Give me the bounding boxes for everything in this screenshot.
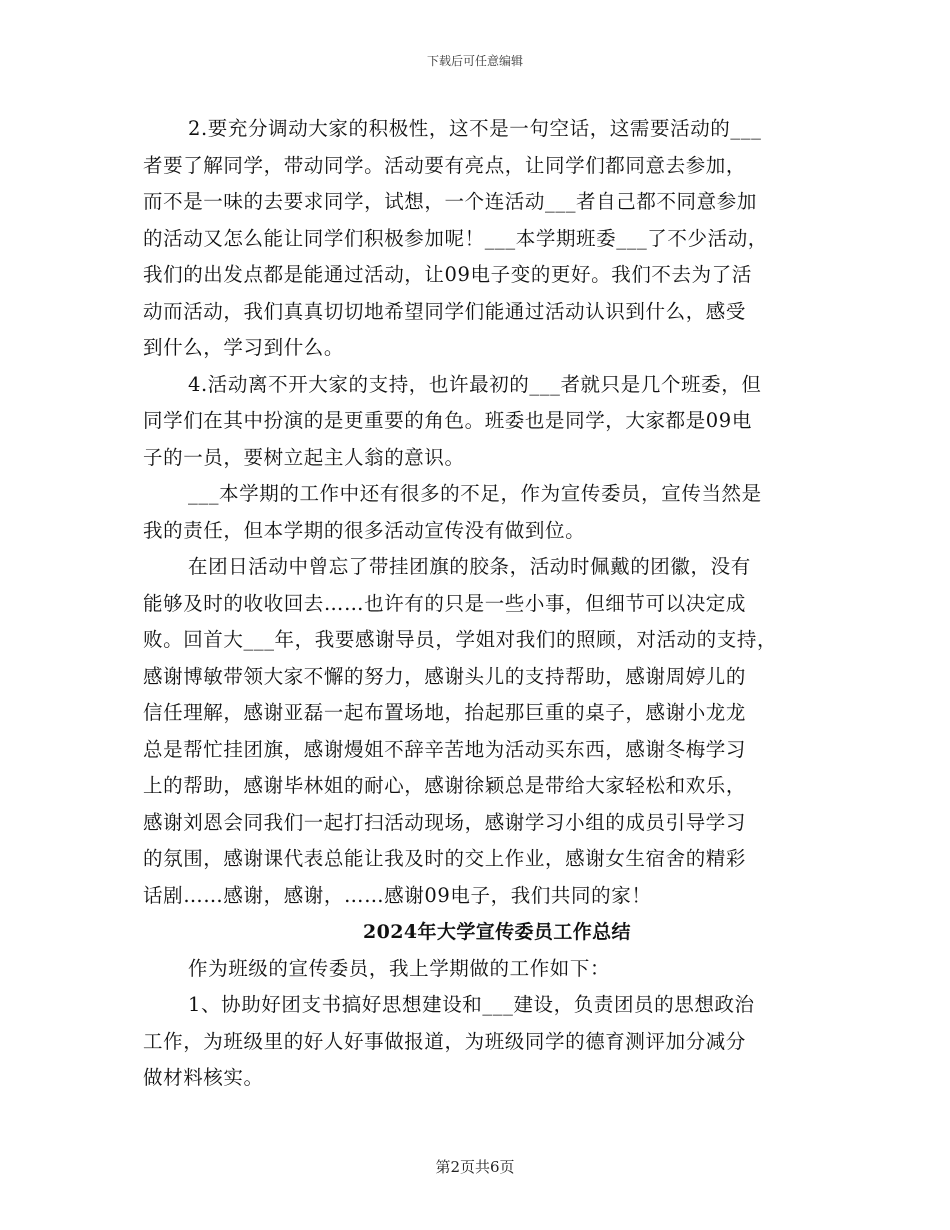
- paragraph-line: 2.要充分调动大家的积极性，这不是一句空话，这需要活动的___: [188, 117, 762, 140]
- paragraph-line: 感谢刘恩会同我们一起打扫活动现场，感谢学习小组的成员引导学习: [143, 810, 747, 834]
- paragraph-line: 的活动又怎么能让同学们积极参加呢！___本学期班委___了不少活动，: [143, 226, 768, 250]
- paragraph-line: 话剧……感谢，感谢，……感谢09电子，我们共同的家！: [143, 883, 652, 907]
- page-header: 下载后可任意编辑: [426, 54, 523, 68]
- paragraph-line: 败。回首大___年，我要感谢导员，学姐对我们的照顾，对活动的支持，: [143, 628, 778, 651]
- paragraph-line: 子的一员，要树立起主人翁的意识。: [143, 445, 465, 469]
- paragraph-line: 上的帮助，感谢毕林姐的耐心，感谢徐颖总是带给大家轻松和欢乐，: [143, 774, 747, 797]
- paragraph-line: 1、协助好团支书搞好思想建设和___建设，负责团员的思想政治: [188, 993, 755, 1016]
- paragraph-line: 做材料核实。: [143, 1066, 264, 1089]
- paragraph-line: 到什么，学习到什么。: [143, 336, 345, 359]
- paragraph-line: 感谢博敏带领大家不懈的努力，感谢头儿的支持帮助，感谢周婷儿的: [143, 664, 747, 688]
- section-title: 2024年大学宣传委员工作总结: [363, 921, 631, 943]
- paragraph-line: ___本学期的工作中还有很多的不足，作为宣传委员，宣传当然是: [188, 482, 762, 505]
- paragraph-line: 总是帮忙挂团旗，感谢熳姐不辞辛苦地为活动买东西，感谢冬梅学习: [143, 737, 747, 761]
- paragraph-line: 同学们在其中扮演的是更重要的角色。班委也是同学，大家都是09电: [143, 409, 752, 432]
- paragraph-line: 工作，为班级里的好人好事做报道，为班级同学的德育测评加分减分: [143, 1029, 747, 1053]
- paragraph-line: 作为班级的宣传委员，我上学期做的工作如下：: [188, 956, 611, 980]
- paragraph-line: 而不是一味的去要求同学，试想，一个连活动___者自己都不同意参加: [143, 190, 757, 213]
- paragraph-line: 信任理解，感谢亚磊一起布置场地，抬起那巨重的桌子，感谢小龙龙: [143, 701, 747, 724]
- paragraph-line: 的氛围，感谢课代表总能让我及时的交上作业，感谢女生宿舍的精彩: [143, 847, 747, 870]
- document-body: [143, 111, 811, 1097]
- paragraph-line: 能够及时的收收回去……也许有的只是一些小事，但细节可以决定成: [143, 591, 747, 615]
- paragraph-line: 我们的出发点都是能通过活动，让09电子变的更好。我们不去为了活: [143, 263, 752, 286]
- paragraph-line: 在团日活动中曾忘了带挂团旗的胶条，活动时佩戴的团徽，没有: [188, 555, 751, 578]
- paragraph-line: 4.活动离不开大家的支持，也许最初的___者就只是几个班委，但: [188, 372, 762, 396]
- page-footer: 第2页共6页: [435, 1158, 515, 1176]
- paragraph-line: 动而活动，我们真真切切地希望同学们能通过活动认识到什么，感受: [143, 299, 747, 323]
- paragraph-line: 我的责任，但本学期的很多活动宣传没有做到位。: [143, 518, 586, 542]
- paragraph-line: 者要了解同学，带动同学。活动要有亮点，让同学们都同意去参加，: [143, 153, 747, 177]
